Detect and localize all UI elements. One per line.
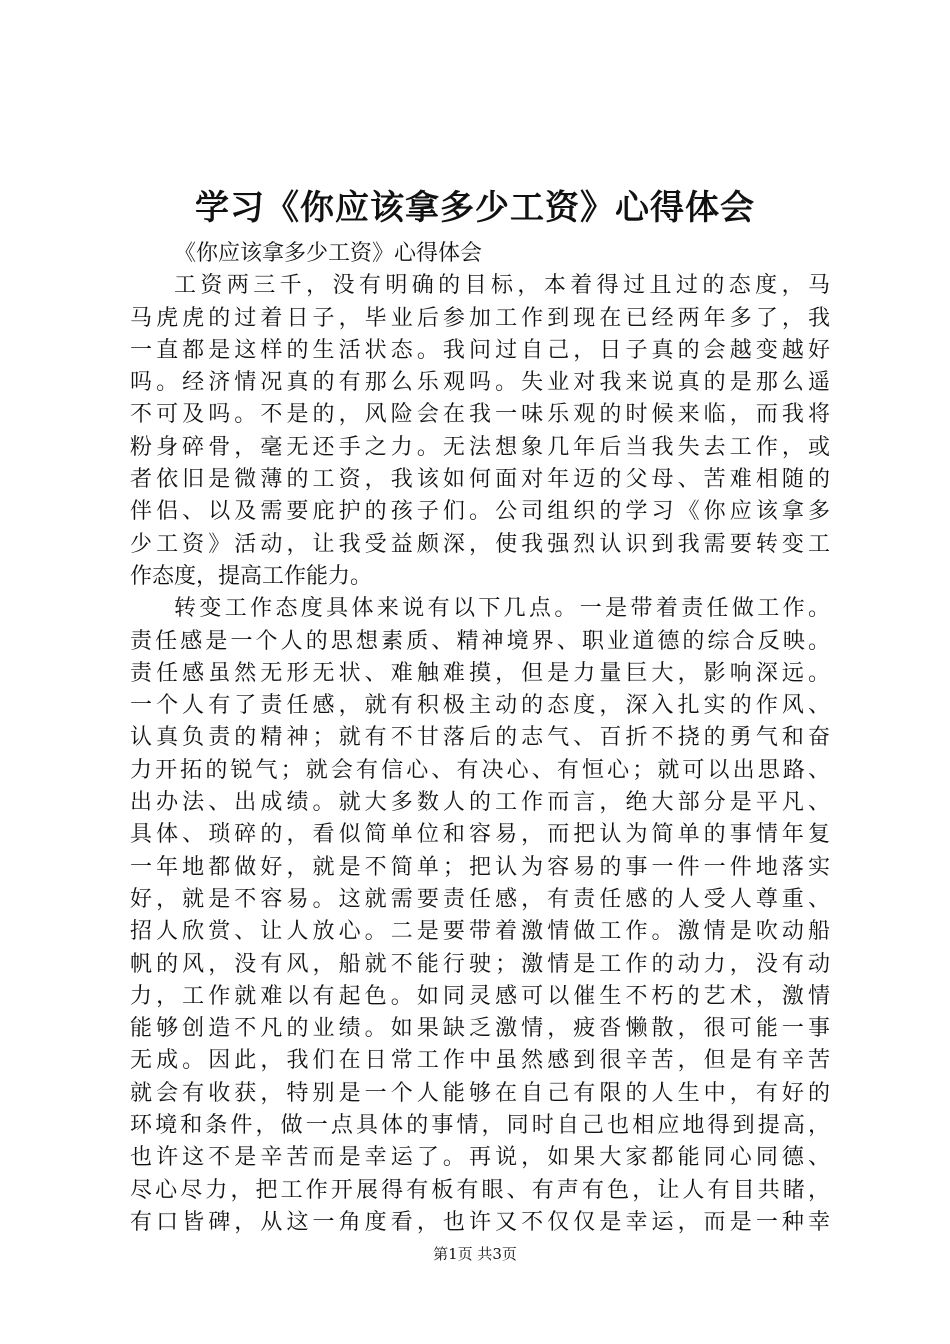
text-line: 能够创造不凡的业绩。如果缺乏激情，疲沓懒散，很可能一事 [130,1016,830,1042]
text-line: 粉身碎骨，毫无还手之力。无法想象几年后当我失去工作，或 [130,434,830,460]
text-line: 尽心尽力，把工作开展得有板有眼、有声有色，让人有目共睹， [130,1177,830,1203]
text-line: 转变工作态度具体来说有以下几点。一是带着责任做工作。 [174,596,830,622]
text-line: 一直都是这样的生活状态。我问过自己，日子真的会越变越好 [130,337,830,363]
text-line: 一年地都做好，就是不简单；把认为容易的事一件一件地落实 [130,854,830,880]
text-line: 力开拓的锐气；就会有信心、有决心、有恒心；就可以出思路、 [130,757,830,783]
text-line: 招人欣赏、让人放心。二是要带着激情做工作。激情是吹动船 [130,919,830,945]
text-line: 有口皆碑，从这一角度看，也许又不仅仅是幸运，而是一种幸 [130,1209,830,1235]
document-title: 学习《你应该拿多少工资》心得体会 [195,188,755,228]
text-line: 《你应该拿多少工资》心得体会 [174,241,483,266]
text-line: 吗。经济情况真的有那么乐观吗。失业对我来说真的是那么遥 [130,370,830,396]
text-line: 马虎虎的过着日子，毕业后参加工作到现在已经两年多了，我 [130,305,830,331]
text-line: 也许这不是辛苦而是幸运了。再说，如果大家都能同心同德、 [130,1145,830,1171]
text-line: 无成。因此，我们在日常工作中虽然感到很辛苦，但是有辛苦 [130,1048,830,1074]
text-line: 力，工作就难以有起色。如同灵感可以催生不朽的艺术，激情 [130,983,830,1009]
text-line: 不可及吗。不是的，风险会在我一味乐观的时候来临，而我将 [130,402,830,428]
text-line: 出办法、出成绩。就大多数人的工作而言，绝大部分是平凡、 [130,790,830,816]
document-body [130,238,830,1239]
text-line: 伴侣、以及需要庇护的孩子们。公司组织的学习《你应该拿多 [130,499,830,525]
text-line: 责任感虽然无形无状、难触难摸，但是力量巨大，影响深远。 [130,660,830,686]
page-footer: 第1页 共3页 [433,1245,517,1263]
text-line: 者依旧是微薄的工资，我该如何面对年迈的父母、苦难相随的 [130,467,830,493]
text-line: 帆的风，没有风，船就不能行驶；激情是工作的动力，没有动 [130,951,830,977]
text-line: 少工资》活动，让我受益颇深，使我强烈认识到我需要转变工 [130,531,830,557]
text-line: 工资两三千，没有明确的目标，本着得过且过的态度，马 [174,273,830,299]
text-line: 就会有收获，特别是一个人能够在自己有限的人生中，有好的 [130,1080,830,1106]
text-line: 好，就是不容易。这就需要责任感，有责任感的人受人尊重、 [130,886,830,912]
text-line: 作态度，提高工作能力。 [130,563,373,589]
text-line: 环境和条件，做一点具体的事情，同时自己也相应地得到提高， [130,1113,830,1139]
text-line: 具体、琐碎的，看似简单位和容易，而把认为简单的事情年复 [130,822,830,848]
text-line: 认真负责的精神；就有不甘落后的志气、百折不挠的勇气和奋 [130,725,830,751]
text-line: 责任感是一个人的思想素质、精神境界、职业道德的综合反映。 [130,628,830,654]
text-line: 一个人有了责任感，就有积极主动的态度，深入扎实的作风、 [130,693,830,719]
